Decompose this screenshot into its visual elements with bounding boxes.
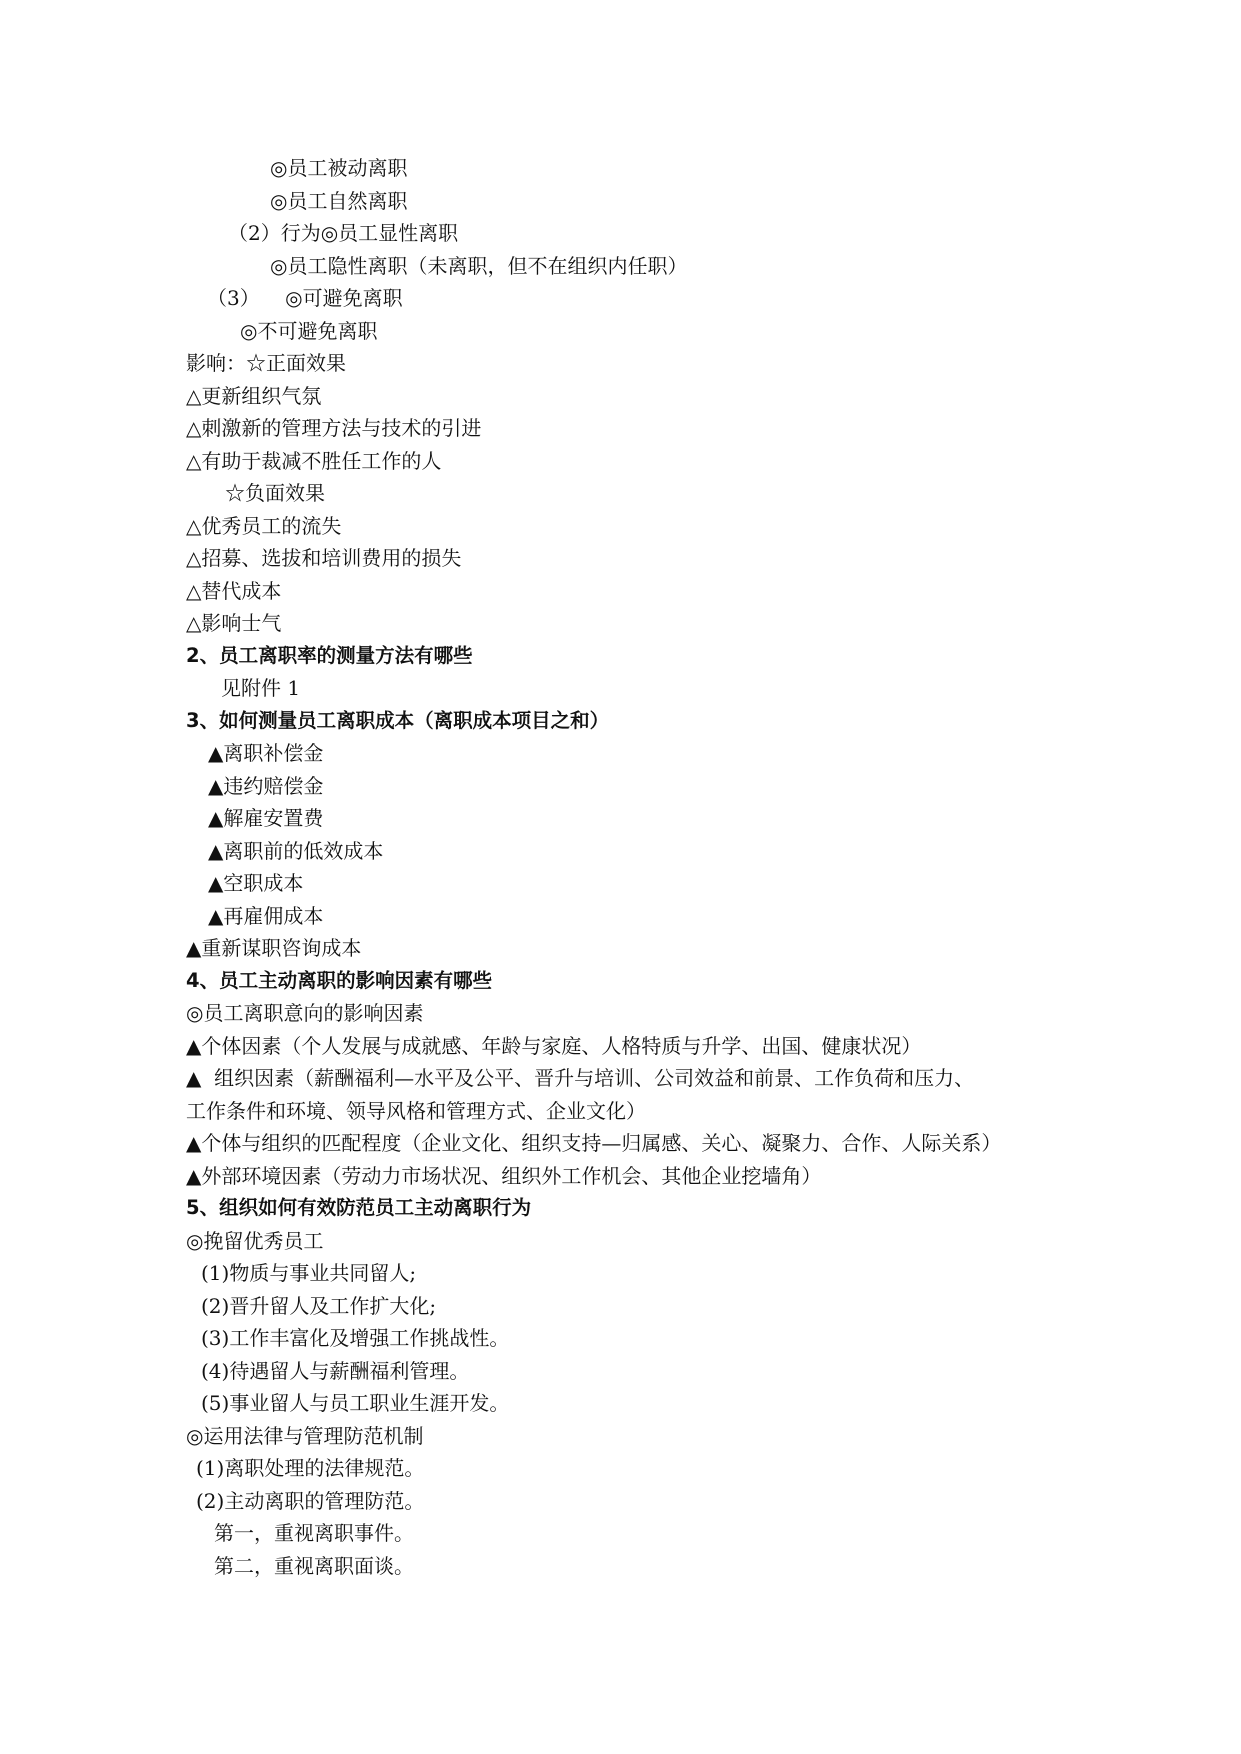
text-line: ▲违约赔偿金 (208, 774, 324, 798)
text-line: (2)晋升留人及工作扩大化; (201, 1294, 437, 1318)
text-line: ▲个体与组织的匹配程度（企业文化、组织支持—归属感、关心、凝聚力、合作、人际关系） (186, 1131, 1002, 1155)
text-line: ☆负面效果 (225, 481, 325, 505)
text-line: △影响士气 (186, 611, 282, 635)
text-line: (4)待遇留人与薪酬福利管理。 (201, 1359, 470, 1383)
text-line: （3） ◎可避免离职 (207, 286, 403, 310)
text-line: ▲个体因素（个人发展与成就感、年龄与家庭、人格特质与升学、出国、健康状况） (186, 1034, 922, 1058)
section-heading: 5、组织如何有效防范员工主动离职行为 (186, 1196, 532, 1219)
text-line: ◎运用法律与管理防范机制 (186, 1424, 424, 1448)
text-line: ▲离职前的低效成本 (208, 839, 384, 863)
text-line: △刺激新的管理方法与技术的引进 (186, 416, 482, 440)
text-line: 工作条件和环境、领导风格和管理方式、企业文化） (186, 1099, 646, 1123)
text-line: 影响：☆正面效果 (186, 351, 346, 375)
text-line: ◎员工离职意向的影响因素 (186, 1001, 424, 1025)
text-line: (1)离职处理的法律规范。 (196, 1456, 425, 1480)
text-line: ◎员工自然离职 (270, 189, 408, 213)
text-line: △有助于裁减不胜任工作的人 (186, 449, 442, 473)
section-heading: 4、员工主动离职的影响因素有哪些 (186, 969, 493, 992)
text-line: ▲外部环境因素（劳动力市场状况、组织外工作机会、其他企业挖墙角） (186, 1164, 822, 1188)
text-line: ◎挽留优秀员工 (186, 1229, 324, 1253)
text-line: ◎员工隐性离职（未离职，但不在组织内任职） (270, 254, 688, 278)
text-line: 见附件 1 (221, 676, 301, 700)
text-line: 第二，重视离职面谈。 (214, 1554, 414, 1578)
text-line: △优秀员工的流失 (186, 514, 342, 538)
text-line: ◎不可避免离职 (240, 319, 378, 343)
text-line: ▲解雇安置费 (208, 806, 324, 830)
text-line: (5)事业留人与员工职业生涯开发。 (201, 1391, 510, 1415)
text-line: 第一，重视离职事件。 (214, 1521, 414, 1545)
text-line: △招募、选拔和培训费用的损失 (186, 546, 462, 570)
text-line: ▲再雇佣成本 (208, 904, 324, 928)
text-line: ▲ 组织因素（薪酬福利—水平及公平、晋升与培训、公司效益和前景、工作负荷和压力、 (186, 1066, 975, 1090)
text-line: ◎员工被动离职 (270, 156, 408, 180)
text-line: ▲空职成本 (208, 871, 304, 895)
text-line: (1)物质与事业共同留人; (201, 1261, 417, 1285)
section-heading: 3、如何测量员工离职成本（离职成本项目之和） (186, 709, 610, 732)
text-line: △替代成本 (186, 579, 282, 603)
section-heading: 2、员工离职率的测量方法有哪些 (186, 644, 473, 667)
text-line: (2)主动离职的管理防范。 (196, 1489, 425, 1513)
text-line: △更新组织气氛 (186, 384, 322, 408)
text-line: ▲重新谋职咨询成本 (186, 936, 362, 960)
text-line: (3)工作丰富化及增强工作挑战性。 (201, 1326, 510, 1350)
text-line: （2）行为◎员工显性离职 (228, 221, 459, 245)
text-line: ▲离职补偿金 (208, 741, 324, 765)
